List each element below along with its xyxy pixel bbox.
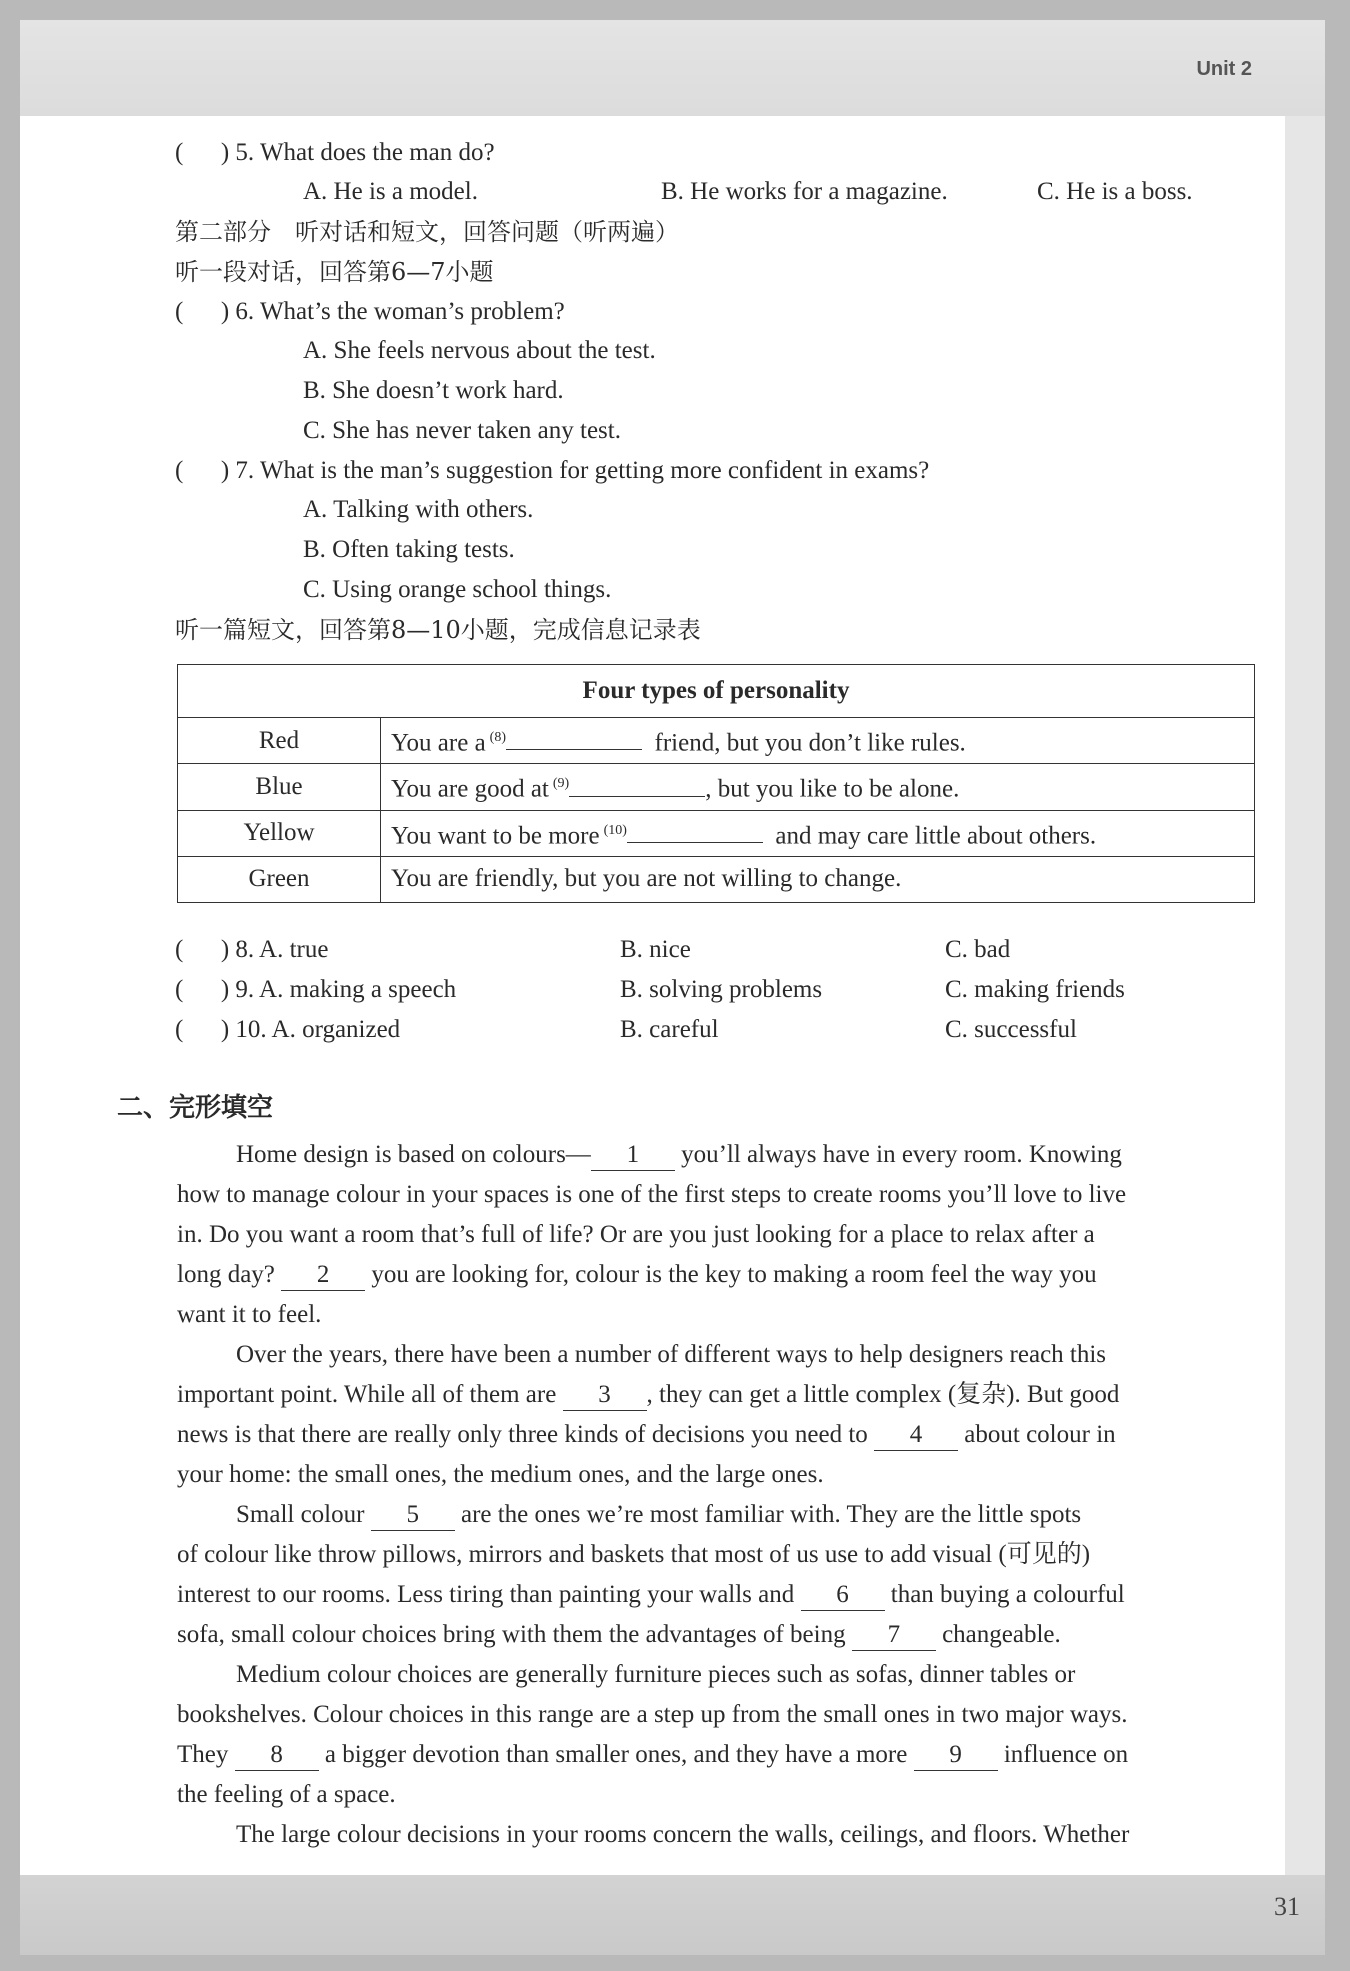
table-desc-cell: You are a $^{(8)}$ friend, but you don’t like rules. (381, 718, 1255, 764)
answer-bracket[interactable]: ( (175, 139, 221, 166)
answer-bracket[interactable]: ( (175, 1016, 221, 1043)
cloze-line: Over the years, there have been a number of different ways to help designers reach this (236, 1341, 1107, 1368)
q5-question: ) 5. What does the man do? (220, 139, 495, 166)
q7-option-c: C. Using orange school things. (303, 576, 612, 603)
table-row (178, 856, 1255, 902)
answer-blank-3[interactable]: 3 (563, 1380, 647, 1411)
q10-row: ( ) 10. A. organized (175, 1016, 401, 1043)
personality-table (177, 664, 1255, 903)
answer-bracket[interactable]: ( (175, 298, 221, 325)
q6-option-a: A. She feels nervous about the test. (303, 337, 656, 364)
page-number: 31 (1274, 1892, 1300, 1921)
cloze-line: long day? 2 you are looking for, colour is the key to making a room feel the way you (177, 1255, 1097, 1295)
q6-option-b: B. She doesn’t work hard. (303, 377, 564, 404)
answer-bracket[interactable]: ( (175, 936, 221, 963)
q7-option-a: A. Talking with others. (303, 496, 534, 523)
answer-blank-7[interactable]: 7 (852, 1620, 936, 1651)
q10-option-c: C. successful (945, 1016, 1077, 1043)
table-desc-cell: You are friendly, but you are not willing to change. (381, 856, 1255, 902)
q8-option-b: B. nice (620, 936, 691, 963)
passage-intro: 听一篇短文，回答第8—10小题，完成信息记录表 (175, 616, 701, 644)
section-title: 二、完形填空 (117, 1093, 274, 1123)
cloze-line: news is that there are really only three kinds of decisions you need to 4 about colour in (177, 1415, 1116, 1455)
q6-row (175, 292, 565, 332)
cloze-line: Small colour 5 are the ones we’re most familiar with. They are the little spots (236, 1495, 1081, 1535)
answer-blank-9[interactable] (569, 766, 705, 797)
table-row (178, 810, 1255, 856)
answer-bracket[interactable]: ( (175, 976, 221, 1003)
answer-bracket[interactable]: ( (175, 457, 221, 484)
cloze-line: sofa, small colour choices bring with them the advantages of being 7 changeable. (177, 1615, 1061, 1655)
table-title: Four types of personality (178, 665, 1255, 718)
table-color-cell: Red (178, 718, 381, 764)
cloze-line: Home design is based on colours— 1 you’ll always have in every room. Knowing (236, 1135, 1122, 1175)
q7-option-b: B. Often taking tests. (303, 536, 515, 563)
answer-blank-5[interactable]: 5 (371, 1500, 455, 1531)
cloze-line: in. Do you want a room that’s full of life? Or are you just looking for a place to relax after a (177, 1221, 1095, 1248)
table-color-cell: Blue (178, 764, 381, 810)
cloze-line: your home: the small ones, the medium ones, and the large ones. (177, 1461, 824, 1488)
cloze-line: of colour like throw pillows, mirrors and baskets that most of us use to add visual (可见的) (177, 1541, 1091, 1568)
q8-row: ( ) 8. A. true (175, 936, 329, 963)
q6-question: ) 6. What’s the woman’s problem? (220, 298, 565, 325)
q9-row: ( ) 9. A. making a speech (175, 976, 457, 1003)
cloze-line: important point. While all of them are 3 , they can get a little complex (复杂). But good (177, 1375, 1119, 1415)
cloze-line: how to manage colour in your spaces is one of the first steps to create rooms you’ll love to live (177, 1181, 1127, 1208)
q6-option-c: C. She has never taken any test. (303, 417, 621, 444)
q5-option-c: C. He is a boss. (1037, 178, 1193, 205)
table-desc-cell: You want to be more $^{(10)}$ and may care little about others. (381, 810, 1255, 856)
answer-blank-4[interactable]: 4 (874, 1420, 958, 1451)
answer-blank-2[interactable]: 2 (281, 1260, 365, 1291)
cloze-line: want it to feel. (177, 1301, 322, 1328)
answer-blank-6[interactable]: 6 (801, 1580, 885, 1611)
table-desc-cell: You are good at $^{(9)}$ , but you like to be alone. (381, 764, 1255, 810)
cloze-line: Medium colour choices are generally furniture pieces such as sofas, dinner tables or (236, 1661, 1076, 1688)
dialog-intro: 听一段对话，回答第6—7小题 (175, 258, 494, 286)
answer-blank-9[interactable]: 9 (914, 1740, 998, 1771)
answer-blank-8[interactable]: 8 (235, 1740, 319, 1771)
q5-row (175, 133, 495, 173)
q7-row (175, 451, 929, 491)
q8-option-c: C. bad (945, 936, 1011, 963)
q9-option-c: C. making friends (945, 976, 1125, 1003)
q5-option-a: A. He is a model. (303, 178, 478, 205)
cloze-line: the feeling of a space. (177, 1781, 396, 1808)
table-row (178, 764, 1255, 810)
answer-blank-1[interactable]: 1 (591, 1140, 675, 1171)
q5-option-b: B. He works for a magazine. (661, 178, 948, 205)
cloze-line: bookshelves. Colour choices in this range are a step up from the small ones in two major ways. (177, 1701, 1128, 1728)
q10-option-b: B. careful (620, 1016, 719, 1043)
q7-question: ) 7. What is the man’s suggestion for getting more confident in exams? (220, 457, 930, 484)
table-row (178, 718, 1255, 764)
unit-label: Unit 2 (1196, 58, 1252, 80)
table-header-row (178, 665, 1255, 718)
cloze-line: interest to our rooms. Less tiring than painting your walls and 6 than buying a colourful (177, 1575, 1125, 1615)
cloze-line: The large colour decisions in your rooms concern the walls, ceilings, and floors. Whether (236, 1821, 1130, 1848)
table-color-cell: Yellow (178, 810, 381, 856)
cloze-line: They 8 a bigger devotion than smaller ones, and they have a more 9 influence on (177, 1735, 1128, 1775)
answer-blank-10[interactable] (627, 812, 763, 843)
answer-blank-8[interactable] (506, 719, 642, 750)
q9-option-b: B. solving problems (620, 976, 823, 1003)
table-color-cell: Green (178, 856, 381, 902)
part2-title: 第二部分 听对话和短文，回答问题（听两遍） (175, 218, 679, 246)
